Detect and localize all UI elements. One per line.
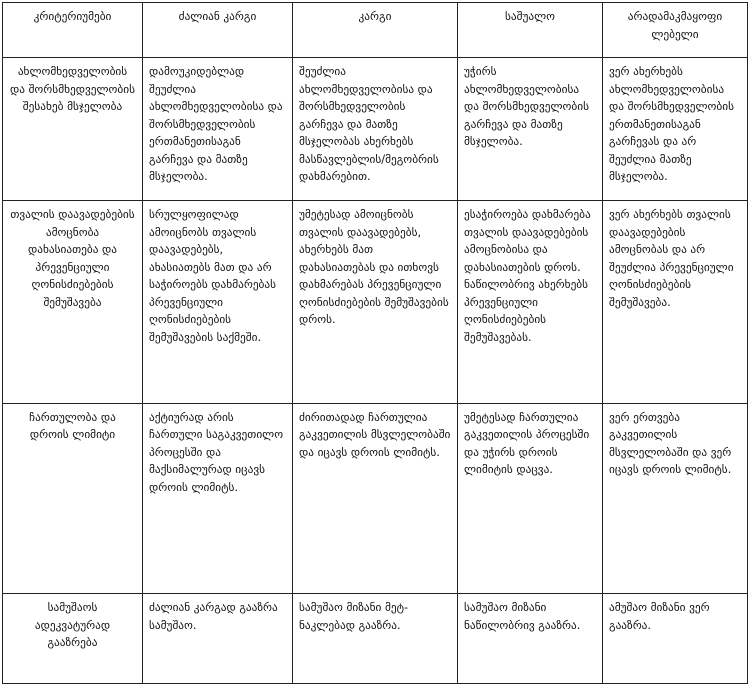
criterion-cell: თვალის დაავადებების ამოცნობა დახასიათება და პრევენციული ღონისძიებების შემუშავება — [3, 201, 143, 404]
rating-cell: ძალიან კარგად გააზრა სამუშაო. — [143, 594, 293, 684]
rating-cell: უმეტესად ამოიცნობს თვალის დაავადებებს, ახერხებს მათ დახასიათებას და ითხოვს დახმარებას პრევენციული ღონისძიებების შემუშავების დროს. — [293, 201, 458, 404]
criterion-cell: ჩართულობა და დროის ლიმიტი — [3, 403, 143, 593]
rating-cell: სამუშაო მიზანი ნაწილობრივ გააზრა. — [458, 594, 603, 684]
header-average: საშუალო — [458, 3, 603, 58]
criterion-cell: სამუშაოს ადეკვატურად გააზრება — [3, 594, 143, 684]
rubric-body — [3, 58, 748, 684]
rating-cell: სამუშაო მიზანი მეტ-ნაკლებად გააზრა. — [293, 594, 458, 684]
rating-cell: აქტიურად არის ჩართული საგაკვეთილო პროცესში და მაქსიმალურად იცავს დროის ლიმიტს. — [143, 403, 293, 593]
header-good: კარგი — [293, 3, 458, 58]
assessment-rubric-table — [2, 2, 748, 684]
rating-cell: სრულყოფილად ამოიცნობს თვალის დაავადებებს, ახასიათებს მათ და არ საჭიროებს დახმარებას პრევენციული ღონისძიებების შემუშავების საქმეში. — [143, 201, 293, 404]
table-row — [3, 58, 748, 201]
rubric-header — [3, 3, 748, 58]
header-unsatisfactory: არადამაკმაყოფი ლებელი — [603, 3, 748, 58]
rating-cell: ამუშაო მიზანი ვერ გააზრა. — [603, 594, 748, 684]
table-row — [3, 594, 748, 684]
header-very-good: ძალიან კარგი — [143, 3, 293, 58]
header-criteria: კრიტერიუმები — [3, 3, 143, 58]
header-row — [3, 3, 748, 58]
rating-cell: ვერ ერთვება გაკვეთილის მსვლელობაში და ვერ იცავს დროის ლიმიტს. — [603, 403, 748, 593]
rating-cell: უმეტესად ჩართულია გაკვეთილის პროცესში და უჭირს დროის ლიმიტის დაცვა. — [458, 403, 603, 593]
rating-cell: ძირითადად ჩართულია გაკვეთილის მსვლელობაში და იცავს დროის ლიმიტს. — [293, 403, 458, 593]
table-row — [3, 201, 748, 404]
table-row — [3, 403, 748, 593]
rating-cell: ვერ ახერხებს ახლომხედველობისა და შორსმხედველობის ერთმანეთისაგან გარჩევას და არ შეუძლია მათზე მსჯელობა. — [603, 58, 748, 201]
rating-cell: შეუძლია ახლომხედველობისა და შორსმხედველობის გარჩევა და მათზე მსჯელობას ახერხებს მასწავლებლის/მეგობრის დახმარებით. — [293, 58, 458, 201]
rating-cell: დამოუკიდებლად შეუძლია ახლომხედველობისა და შორსმხედველობის ერთმანეთისაგან გარჩევა და მათზე მსჯელობა. — [143, 58, 293, 201]
rating-cell: უჭირს ახლომხედველობისა და შორსმხედველობის გარჩევა და მათზე მსჯელობა. — [458, 58, 603, 201]
rating-cell: ესაჭიროება დახმარება თვალის დაავადებების ამოცნობისა და დახასიათების დროს. ნაწილობრივ ახერხებს პრევენციული ღონისძიებების შემუშავებას. — [458, 201, 603, 404]
criterion-cell: ახლომხედველობის და შორსმხედველობის შესახებ მსჯელობა — [3, 58, 143, 201]
rating-cell: ვერ ახერხებს თვალის დაავადებების ამოცნობას და არ შეუძლია პრევენციული ღონისძიებების შემუშავება. — [603, 201, 748, 404]
